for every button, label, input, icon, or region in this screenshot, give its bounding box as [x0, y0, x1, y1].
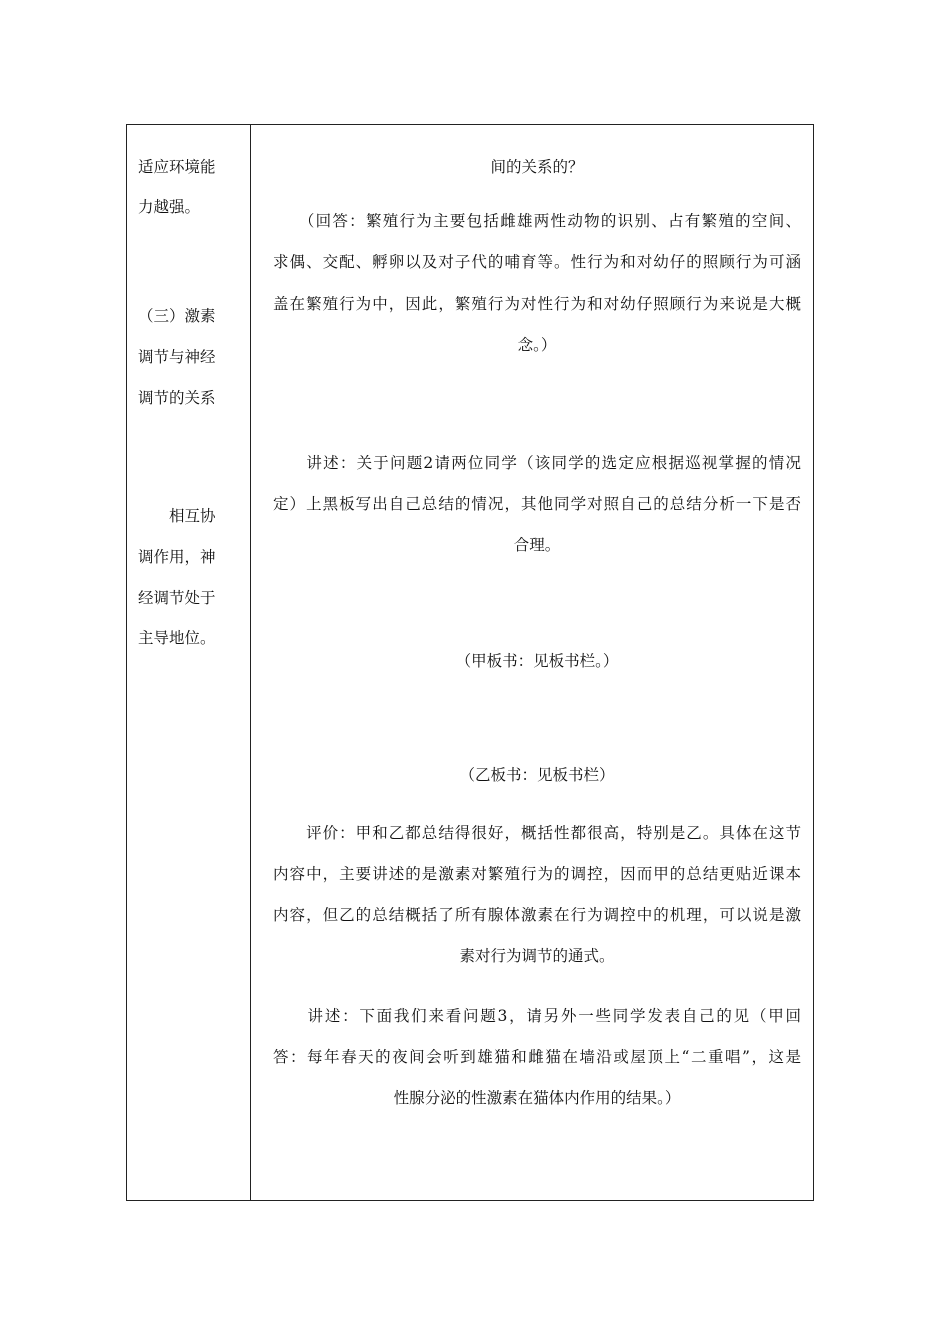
narration-line: 讲述：下面我们来看问题3，请另外一些同学发表自己的见（甲回 [273, 1007, 801, 1025]
section-heading-line: （三）激素 [138, 307, 216, 325]
section-heading-line: 调节与神经 [138, 348, 216, 366]
left-line: 调作用，神 [138, 548, 216, 566]
paragraph-line: 间的关系的？ [490, 158, 584, 176]
answer-line: 求偶、交配、孵卵以及对子代的哺育等。性行为和对幼仔的照顾行为可涵 [273, 253, 801, 271]
board-note-b: （乙板书：见板书栏） [459, 766, 615, 784]
evaluation-line: 内容，但乙的总结概括了所有腺体激素在行为调控中的机理，可以说是激 [273, 906, 801, 924]
left-line: 相互协 [138, 507, 216, 525]
narration-line: 讲述：关于问题2请两位同学（该同学的选定应根据巡视掌握的情况 [273, 454, 801, 472]
narration-line: 合理。 [513, 536, 561, 554]
left-line: 适应环境能 [138, 158, 216, 176]
narration-line: 定）上黑板写出自己总结的情况，其他同学对照自己的总结分析一下是否 [273, 495, 801, 513]
narration-line: 性腺分泌的性激素在猫体内作用的结果。） [393, 1089, 681, 1107]
right-column [251, 125, 813, 1200]
left-line: 经调节处于 [138, 589, 216, 607]
left-line: 力越强。 [138, 198, 201, 216]
evaluation-line: 素对行为调节的通式。 [459, 947, 615, 965]
lesson-plan-table [126, 124, 814, 1201]
board-note-a: （甲板书：见板书栏。） [455, 652, 619, 670]
evaluation-line: 评价：甲和乙都总结得很好，概括性都很高，特别是乙。具体在这节 [273, 824, 801, 842]
answer-line: 盖在繁殖行为中，因此，繁殖行为对性行为和对幼仔照顾行为来说是大概 [273, 295, 801, 313]
evaluation-line: 内容中，主要讲述的是激素对繁殖行为的调控，因而甲的总结更贴近课本 [273, 865, 801, 883]
section-heading-line: 调节的关系 [138, 389, 216, 407]
answer-line: （回答：繁殖行为主要包括雌雄两性动物的识别、占有繁殖的空间、 [273, 212, 801, 230]
answer-line: 念。） [517, 336, 557, 354]
narration-line: 答：每年春天的夜间会听到雄猫和雌猫在墙沿或屋顶上“二重唱”，这是 [273, 1048, 801, 1066]
left-line: 主导地位。 [138, 629, 216, 647]
left-column [127, 125, 250, 1200]
